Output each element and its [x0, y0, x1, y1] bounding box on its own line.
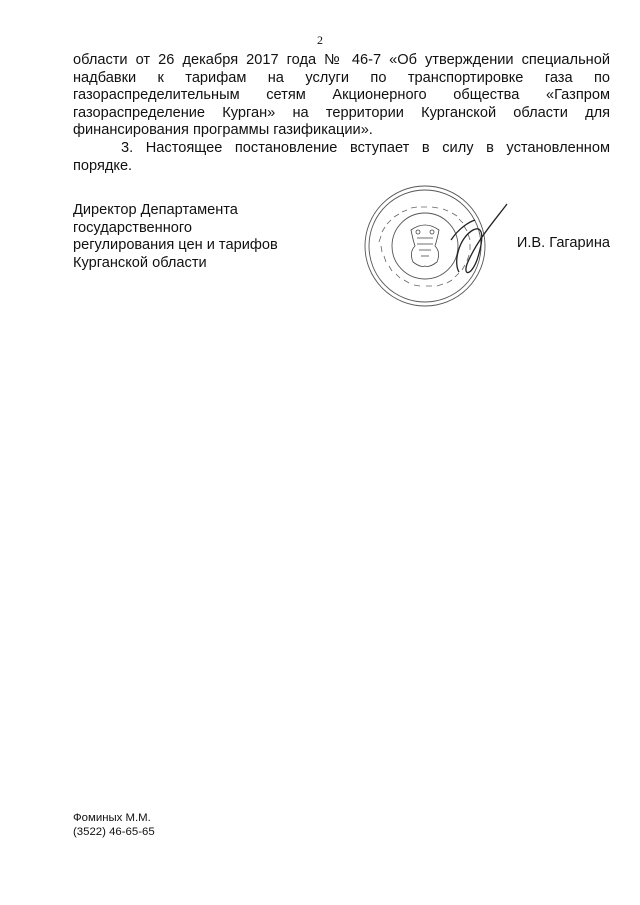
seal-outer-ring	[365, 186, 485, 306]
paragraph-3: 3. Настоящее постановление вступает в силу в установленном порядке.	[73, 139, 610, 174]
document-footer	[73, 811, 155, 839]
executor-phone: (3522) 46-65-65	[73, 826, 155, 838]
seal-inner-ring	[392, 213, 458, 279]
document-body	[73, 52, 610, 175]
seal-ring-lettering	[379, 207, 470, 286]
seal-emblem	[411, 225, 439, 267]
position-line: Директор Департамента государственного	[73, 202, 238, 236]
executor-name: Фоминых М.М.	[73, 812, 151, 824]
page-number: 2	[317, 33, 323, 47]
position-line: Курганской области	[73, 254, 207, 271]
signatory-name: И.В. Гагарина	[516, 235, 610, 251]
signatory-position	[73, 202, 353, 272]
position-line: регулирования цен и тарифов	[73, 237, 278, 253]
paragraph-continued: области от 26 декабря 2017 года № 46-7 «Об утверждении специальной надбавки к тарифам на услуги по транспортировке газа по газораспределительным сетям Акционерного общества «Газпром газораспределение Курган» на территории Курганской области для финансирования программы газификации».	[73, 52, 610, 139]
official-seal-with-signature	[355, 180, 523, 312]
